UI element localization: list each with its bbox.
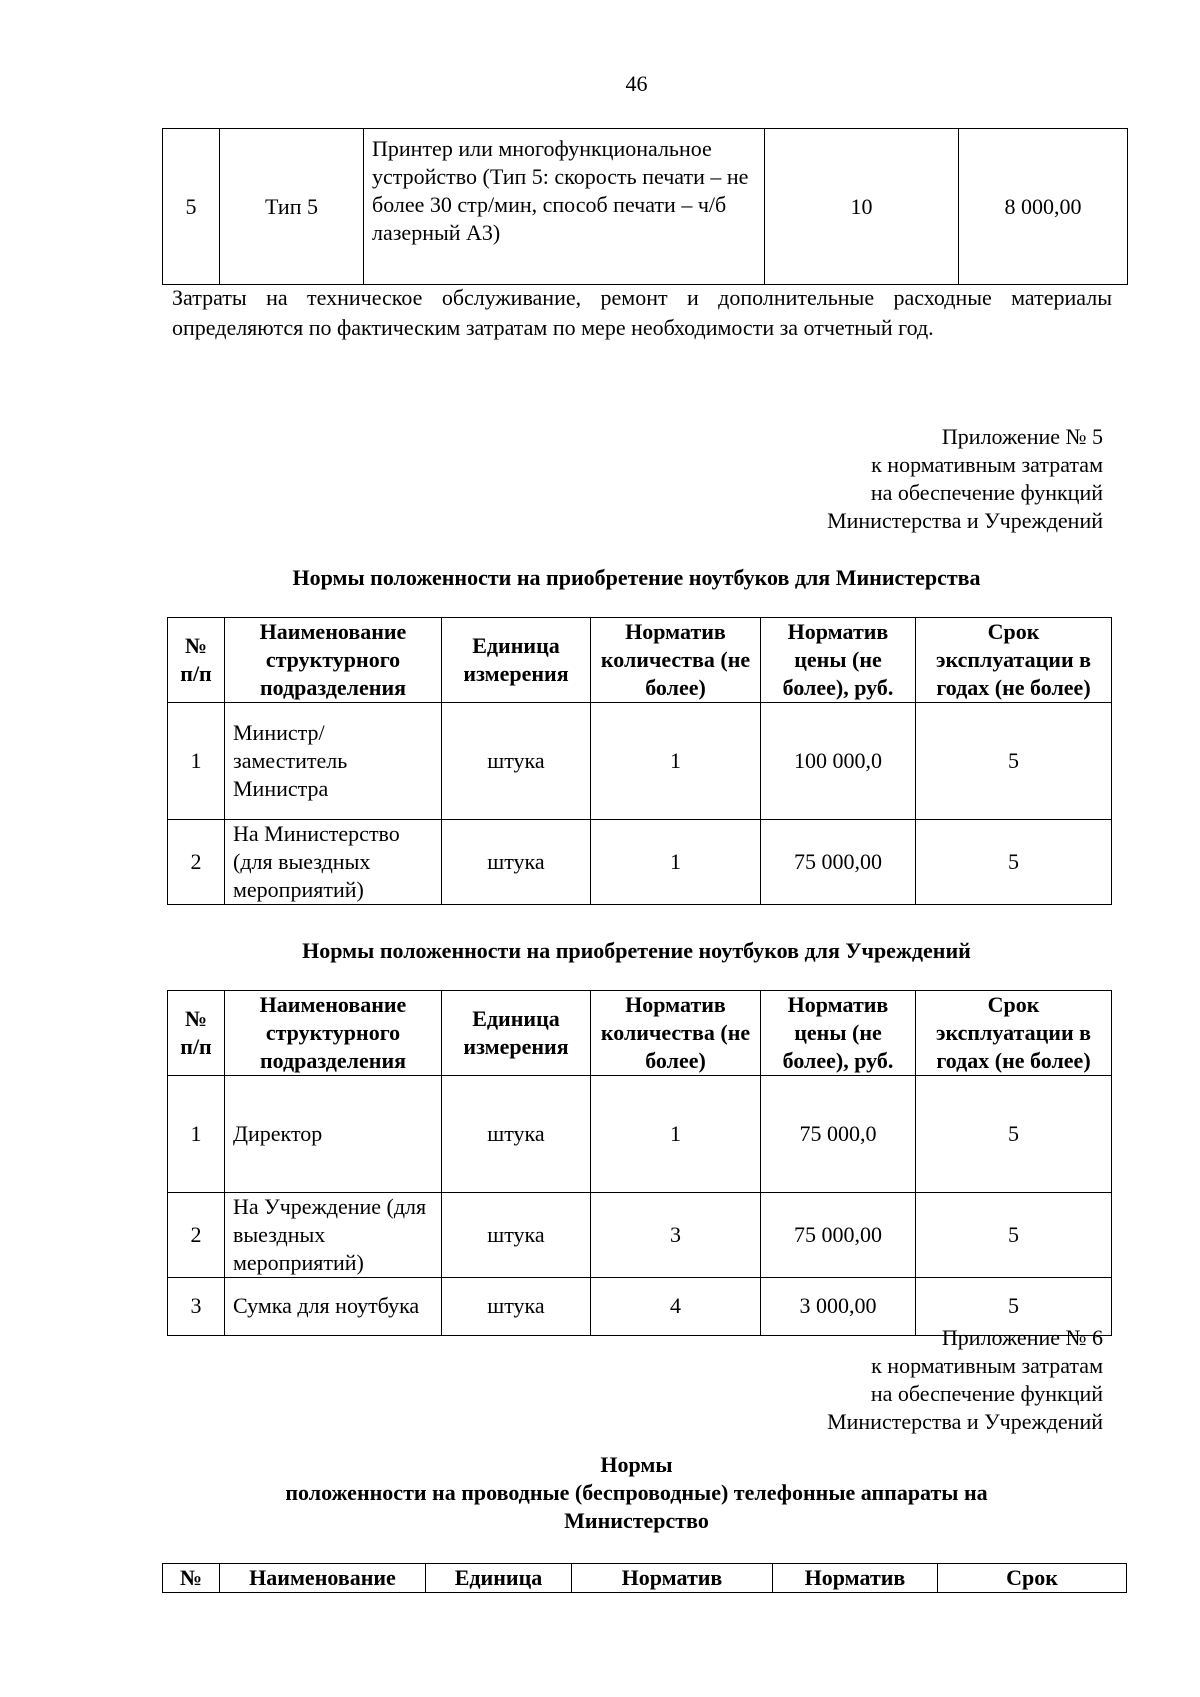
- row-price: 75 000,0: [761, 1076, 916, 1193]
- row-name: Сумка для ноутбука: [225, 1277, 442, 1335]
- header-qty: Норматив количества (не более): [591, 991, 761, 1076]
- phones-title: [0, 1451, 1200, 1535]
- row-number: 2: [168, 820, 225, 905]
- table-row: [168, 820, 1112, 905]
- phones-title-line: Нормы: [600, 1452, 673, 1477]
- appendix-5-title: Приложение № 5: [941, 424, 1103, 449]
- row-unit: штука: [442, 1193, 591, 1278]
- header-num: №: [163, 1564, 220, 1593]
- row-name: На Министерство (для выездных мероприятий): [225, 820, 442, 905]
- institutions-laptops-title: Нормы положенности на приобретение ноутбуков для Учреждений: [302, 938, 971, 963]
- row-qty: 4: [591, 1277, 761, 1335]
- institutions-laptops-table: [167, 990, 1112, 1336]
- header-term: Срок эксплуатации в годах (не более): [916, 991, 1112, 1076]
- row-qty: 1: [591, 1076, 761, 1193]
- row-price: 3 000,00: [761, 1277, 916, 1335]
- header-term: Срок: [938, 1564, 1127, 1593]
- header-qty: Норматив количества (не более): [591, 618, 761, 703]
- appendix-6-line: Министерства и Учреждений: [827, 1409, 1103, 1435]
- header-name: Наименование структурного подразделения: [225, 618, 442, 703]
- printer-table: [162, 128, 1128, 285]
- appendix-6-line: к нормативным затратам: [871, 1353, 1103, 1379]
- header-price: Норматив цены (не более), руб.: [761, 618, 916, 703]
- row-term: 5: [916, 1193, 1112, 1278]
- table-header-row: [168, 991, 1112, 1076]
- appendix-6-line: на обеспечение функций: [870, 1381, 1103, 1407]
- row-term: 5: [916, 1076, 1112, 1193]
- header-num: № п/п: [168, 618, 225, 703]
- row-qty: 3: [591, 1193, 761, 1278]
- header-unit: Единица измерения: [442, 618, 591, 703]
- table-row: [168, 1076, 1112, 1193]
- header-name: Наименование структурного подразделения: [225, 991, 442, 1076]
- device-price: 8 000,00: [959, 129, 1128, 285]
- table-row: [168, 703, 1112, 820]
- row-number: 3: [168, 1277, 225, 1335]
- appendix-5-header: [827, 423, 1103, 536]
- row-qty: 1: [591, 820, 761, 905]
- row-unit: штука: [442, 703, 591, 820]
- row-unit: штука: [442, 820, 591, 905]
- table-header-row: [163, 1564, 1127, 1593]
- phones-title-line: положенности на проводные (беспроводные) телефонные аппараты на: [285, 1480, 988, 1506]
- row-name: Директор: [225, 1076, 442, 1193]
- appendix-6-title: Приложение № 6: [941, 1325, 1103, 1350]
- row-price: 75 000,00: [761, 820, 916, 905]
- table-header-row: [168, 618, 1112, 703]
- row-price: 75 000,00: [761, 1193, 916, 1278]
- row-price: 100 000,0: [761, 703, 916, 820]
- appendix-5-line: Министерства и Учреждений: [827, 508, 1103, 534]
- row-term: 5: [916, 1277, 1112, 1335]
- phones-title-line: Министерство: [564, 1508, 709, 1534]
- header-unit: Единица измерения: [442, 991, 591, 1076]
- header-qty: Норматив: [572, 1564, 773, 1593]
- row-number: 5: [163, 129, 220, 285]
- row-unit: штука: [442, 1277, 591, 1335]
- table-row: [168, 1193, 1112, 1278]
- appendix-6-header: [827, 1324, 1103, 1437]
- ministry-laptops-title: Нормы положенности на приобретение ноутбуков для Министерства: [292, 565, 981, 590]
- device-quantity: 10: [765, 129, 959, 285]
- row-term: 5: [916, 703, 1112, 820]
- row-number: 1: [168, 703, 225, 820]
- ministry-laptops-table: [167, 617, 1112, 905]
- row-name: На Учреждение (для выездных мероприятий): [225, 1193, 442, 1278]
- appendix-5-line: на обеспечение функций: [870, 480, 1103, 506]
- header-num: № п/п: [168, 991, 225, 1076]
- appendix-5-line: к нормативным затратам: [871, 452, 1103, 478]
- header-price: Норматив цены (не более), руб.: [761, 991, 916, 1076]
- header-name: Наименование: [220, 1564, 426, 1593]
- page-number: 46: [625, 71, 648, 96]
- row-qty: 1: [591, 703, 761, 820]
- cost-note: Затраты на техническое обслуживание, ремонт и дополнительные расходные материалы определяются по фактическим затратам по мере необходимости за отчетный год.: [172, 285, 1112, 341]
- device-description: Принтер или многофункциональное устройство (Тип 5: скорость печати – не более 30 стр/мин, способ печати – ч/б лазерный А3): [364, 129, 765, 285]
- row-name: Министр/ заместитель Министра: [225, 703, 442, 820]
- header-price: Норматив: [773, 1564, 938, 1593]
- header-term: Срок эксплуатации в годах (не более): [916, 618, 1112, 703]
- table-row: [163, 129, 1128, 285]
- device-type: Тип 5: [220, 129, 364, 285]
- header-unit: Единица: [426, 1564, 572, 1593]
- row-term: 5: [916, 820, 1112, 905]
- row-unit: штука: [442, 1076, 591, 1193]
- row-number: 2: [168, 1193, 225, 1278]
- row-number: 1: [168, 1076, 225, 1193]
- phones-table: [162, 1563, 1127, 1593]
